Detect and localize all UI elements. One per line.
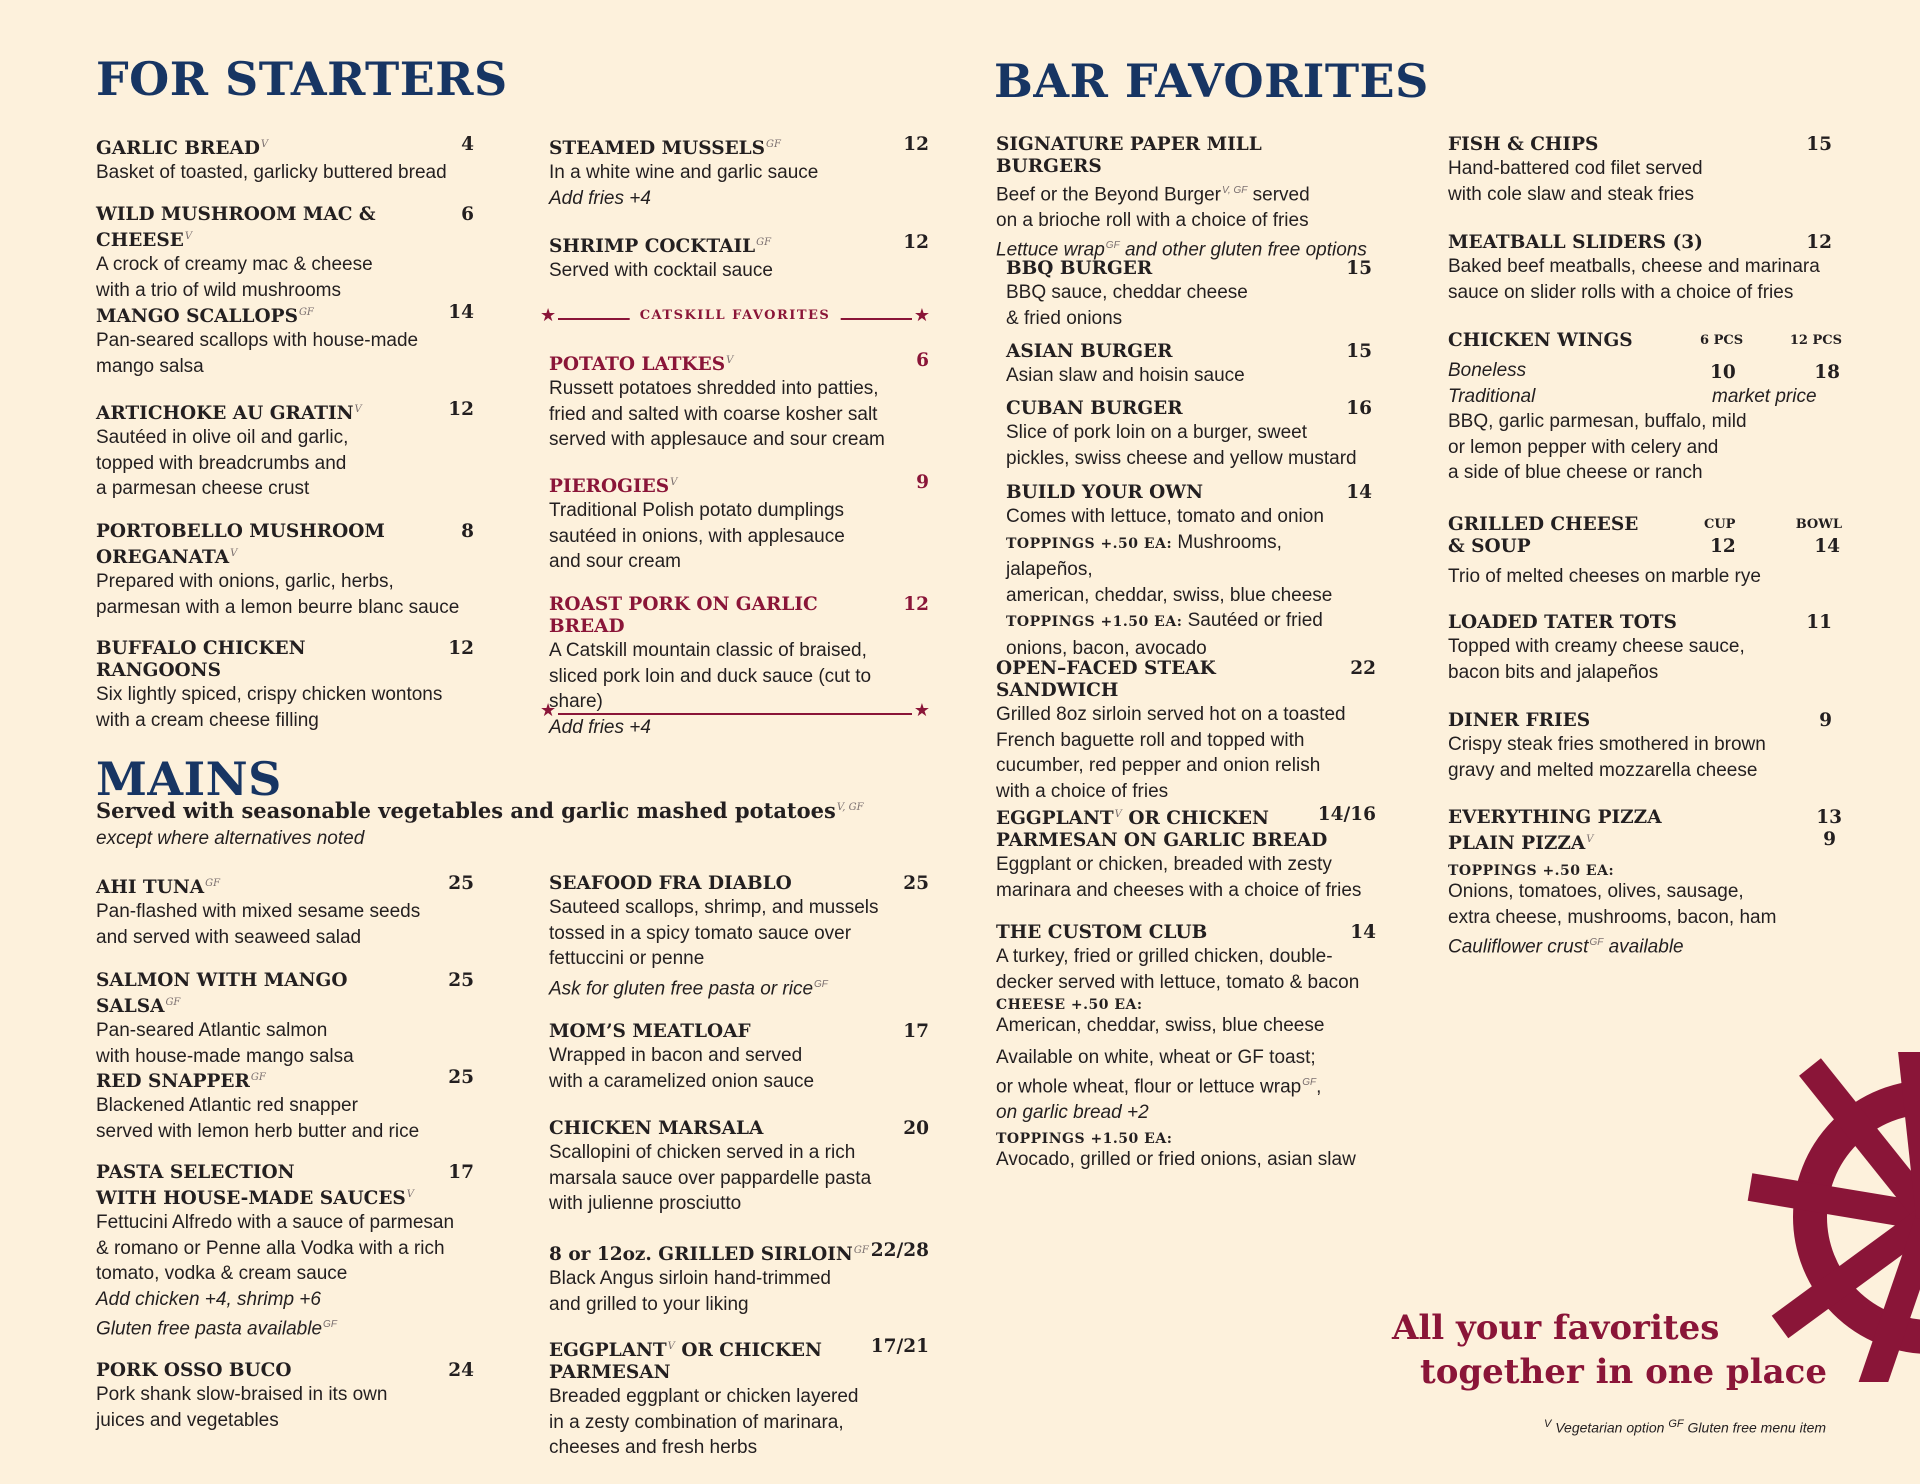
cheese-text: American, cheddar, swiss, blue cheese [996,1015,1325,1036]
price: 14 [1814,536,1840,557]
item-description: Slice of pork loin on a burger, sweet [1006,422,1308,443]
menu-item-roast-pork-on-garlic-bread [549,594,929,740]
price: 17/21 [870,1336,929,1357]
price: 10 [1710,362,1736,383]
item-description: and sour cream [549,551,682,573]
price: 17 [903,1021,929,1042]
item-description: Scallopini of chicken served in a rich [549,1142,856,1163]
menu-item-mango-scallops [96,302,474,379]
wings-traditional: Traditional market price [1448,385,1817,407]
availability-line: or whole wheat, flour or lettuce wrap$^{GF}$, [996,1076,1322,1098]
price: 25 [448,970,474,991]
price: 12 [448,399,474,420]
menu-item-shrimp-cocktail [549,232,929,284]
item-name: SHRIMP $COCKTAIL^{GF}$ 12 [549,232,929,258]
price: 18 [1814,362,1840,383]
grilled-cheese-soup [1448,514,1842,590]
item-name: DINER FRIES 9 [1448,710,1832,731]
item-name: CHICKEN MARSALA 20 [549,1118,929,1139]
item-note: Ask for gluten free pasta or rice$^{GF}$ [549,977,828,999]
item-name: STEAMED $MUSSELS^{GF}$ 12 [549,134,929,160]
burgers-line1: Beef or the Beyond Burger$^{V, GF}$ served [996,184,1310,206]
item-name: ROAST PORK ON GARLIC BREAD 12 [549,594,929,637]
item-description: extra cheese, mushrooms, bacon, ham [1448,906,1777,928]
catskill-label: CATSKILL FAVORITES [630,308,841,323]
item-name: PASTA SELECTION 17 [96,1162,474,1183]
item-name-2: PARMESAN ON GARLIC BREAD [996,830,1328,852]
ships-wheel-icon [1740,1052,1920,1382]
item-description: a parmesan cheese crust [96,478,310,500]
item-description: decker served with lettuce, tomato & bacon [996,971,1360,993]
item-name: SEAFOOD FRA DIABLO 25 [549,873,929,894]
item-name: GARLIC $BREAD^V$ 4 [96,134,474,160]
price: 8 [461,521,474,542]
item-name: 8 or 12oz. GRILLED $SIRLOIN^{GF}$ 22/28 [549,1240,929,1266]
item-description: gravy and melted mozzarella cheese [1448,759,1758,781]
item-name: MEATBALL SLIDERS (3) 12 [1448,232,1832,253]
item-note: Add chicken +4, shrimp +6 [96,1288,321,1310]
menu-item-salmon-with-mango-salsa [96,970,474,1069]
item-description: Sautéed in olive oil and garlic, [96,427,349,449]
item-name: ARTICHOKE AU $GRATIN^V$ 12 [96,399,474,425]
item-description: sautéed in onions, with applesauce [549,525,845,547]
item-description: served with applesauce and sour cream [549,429,885,451]
item-name: SALMON WITH MANGO $SALSA^{GF}$ 25 [96,970,474,1018]
item-description: parmesan with a lemon beurre blanc sauce [96,596,460,618]
menu-item-wild-mushroom-mac-cheese [96,204,474,303]
item-description: bacon bits and jalapeños [1448,661,1659,683]
item-description: topped with breadcrumbs and [96,452,347,474]
toppings-line: TOPPINGS +1.50 EA: Sautéed or fried [1006,610,1323,631]
item-name: WILD MUSHROOM MAC & $CHEESE^V$ 6 [96,204,474,252]
menu-item-seafood-fra-diablo [549,873,929,1001]
item-description: with julienne prosciutto [549,1193,742,1214]
star-icon: ★ [913,305,930,325]
item-note: Add fries +4 [549,716,651,738]
menu-item-steamed-mussels [549,134,929,211]
price: 15 [1346,258,1372,279]
menu-item-potato-latkes [549,350,929,453]
item-description: Russett potatoes shredded into patties, [549,378,879,400]
item-description: with house-made mango salsa [96,1045,354,1067]
menu-item-chicken-marsala [549,1118,929,1217]
item-description: marinara and cheeses with a choice of fries [996,879,1362,901]
menu-item-open-faced-steak-sandwich [996,658,1376,804]
menu-item-mom-s-meatloaf [549,1021,929,1094]
menu-item-8-or-12oz-grilled-sirloin [549,1240,929,1317]
item-description: Pan-flashed with mixed sesame seeds [96,901,421,923]
price: 9 [916,472,929,493]
item-description: served with lemon herb butter and rice [96,1120,420,1142]
item-description: Crispy steak fries smothered in brown [1448,734,1766,755]
price: 12 [903,134,929,155]
item-description: A Catskill mountain classic of braised, [549,640,867,661]
toppings-line: onions, bacon, avocado [1006,637,1207,659]
price: 22/28 [870,1240,929,1261]
pizza-italic: Cauliflower crust$^{GF}$ available [1448,936,1684,958]
item-name: BBQ BURGER 15 [1006,258,1372,279]
price: 9 [1819,710,1832,731]
item-description: Pork shank slow-braised in its own [96,1384,388,1405]
item-description: Basket of toasted, garlicky buttered bread [96,162,447,184]
item-name: BUILD YOUR OWN 14 [1006,482,1372,503]
price: 12 [448,638,474,659]
item-name: ASIAN BURGER 15 [1006,341,1372,362]
item-name-2: PARMESAN [549,1362,671,1384]
price: 22 [1350,658,1376,679]
price: 25 [448,873,474,894]
price: 11 [1806,612,1832,633]
catskill-divider [540,305,930,328]
menu-item-fish-chips [1448,134,1832,207]
item-name: BUFFALO CHICKEN RANGOONS 12 [96,638,474,681]
item-name: MANGO $SCALLOPS^{GF}$ 14 [96,302,474,328]
availability-line: Available on white, wheat or GF toast; [996,1046,1316,1068]
item-name: LOADED TATER TOTS 11 [1448,612,1832,633]
price: 16 [1346,398,1372,419]
col-header: 12 PCS [1789,333,1842,348]
legend: $^V$ Vegetarian option $^{GF}$ Gluten free menu item [1544,1418,1827,1436]
item-description: sauce on slider rolls with a choice of fries [1448,281,1794,303]
item-description: Fettucini Alfredo with a sauce of parmesan [96,1212,455,1234]
price: 12 [1710,536,1736,557]
price: 6 [461,204,474,225]
item-description: with a trio of wild mushrooms [96,279,341,301]
item-name: GRILLED CHEESE [1448,514,1639,535]
burgers-name: SIGNATURE PAPER MILL BURGERS [996,134,1262,177]
item-name: OPEN–FACED STEAK SANDWICH 22 [996,658,1376,701]
item-description: Pan-seared Atlantic salmon [96,1020,328,1042]
item-description: Trio of melted cheeses on marble rye [1448,566,1761,587]
item-description: pickles, swiss cheese and yellow mustard [1006,447,1357,469]
item-description: BBQ sauce, cheddar cheese [1006,282,1248,303]
item-name: EVERYTHING PIZZA 13 [1448,807,1842,828]
item-name-2: PLAIN $PIZZA^V$ 9 [1448,829,1836,855]
item-name: $PIEROGIES^V$ 9 [549,472,929,498]
item-description: Prepared with onions, garlic, herbs, [96,571,394,593]
item-name: PORTOBELLO MUSHROOM 8 [96,521,474,542]
col-header: 6 PCS [1700,333,1744,348]
price: 24 [448,1360,474,1381]
menu-item-ahi-tuna [96,873,474,950]
item-name-2: $OREGANATA^V$ [96,547,238,569]
price: 12 [903,594,929,615]
item-description: juices and vegetables [96,1409,279,1431]
star-icon: ★ [540,305,557,325]
item-description: Served with cocktail sauce [549,260,773,282]
item-description: with a cream cheese filling [96,709,319,731]
price: 14 [448,302,474,323]
menu-item-build-your-own [1006,482,1372,661]
item-description: fettuccini or penne [549,948,705,969]
menu-item-red-snapper [96,1067,474,1144]
item-description: and grilled to your liking [549,1293,749,1315]
item-description: with cole slaw and steak fries [1448,183,1695,205]
starters-title: FOR STARTERS [96,52,508,106]
menu-item-asian-burger [1006,341,1372,389]
item-description: Pan-seared scallops with house-made [96,330,419,352]
item-name: $EGGPLANT^V$ OR CHICKEN 17/21 [549,1336,929,1362]
item-name: $EGGPLANT^V$ OR CHICKEN 14/16 [996,804,1376,830]
item-description: cucumber, red pepper and onion relish [996,755,1321,776]
item-name: THE CUSTOM CLUB 14 [996,922,1376,943]
item-description: Traditional Polish potato dumplings [549,500,845,522]
item-description: Hand-battered cod filet served [1448,158,1703,179]
price: 6 [916,350,929,371]
item-description: with a caramelized onion sauce [549,1070,815,1092]
item-name-2: WITH HOUSE-MADE $SAUCES^V$ [96,1188,415,1210]
col-header: CUP [1704,517,1736,532]
menu-item-pork-osso-buco [96,1360,474,1433]
item-description: and served with seaweed salad [96,926,362,948]
menu-item-garlic-bread [96,134,474,186]
item-description: In a white wine and garlic sauce [549,162,819,184]
item-description: tomato, vodka & cream sauce [96,1263,348,1285]
item-description: Six lightly spiced, crispy chicken wontons [96,684,443,705]
item-description: & romano or Penne alla Vodka with a rich [96,1237,445,1259]
star-icon: ★ [540,700,557,720]
item-description: Sauteed scallops, shrimp, and mussels [549,897,879,918]
availability-line: on garlic bread +2 [996,1101,1149,1123]
wings-boneless: Boneless [1448,360,1527,381]
col-header: BOWL [1795,517,1842,532]
mains-title: MAINS [96,752,282,806]
price: 25 [903,873,929,894]
item-description: Breaded eggplant or chicken layered [549,1386,859,1408]
menu-item-bbq-burger [1006,258,1372,331]
item-description: fried and salted with coarse kosher salt [549,403,878,425]
mains-note: except where alternatives noted [96,828,365,849]
item-name: MOM’S MEATLOAF 17 [549,1021,929,1042]
price: 14/16 [1317,804,1376,825]
toppings-text: Avocado, grilled or fried onions, asian slaw [996,1149,1356,1171]
price: 15 [1806,134,1832,155]
item-name: CUBAN BURGER 16 [1006,398,1372,419]
star-icon: ★ [913,700,930,720]
item-description: tossed in a spicy tomato sauce over [549,922,852,944]
menu-item-the-custom-club [996,922,1376,1173]
item-name-2: & SOUP [1448,536,1531,557]
item-note: Gluten free pasta available$^{GF}$ [96,1318,337,1340]
menu-item-artichoke-au-gratin [96,399,474,502]
pizza [1448,807,1842,960]
price: 15 [1346,341,1372,362]
item-description: sliced pork loin and duck sauce (cut to share) [549,665,872,712]
toppings-line: american, cheddar, swiss, blue cheese [1006,584,1333,606]
item-description: A crock of creamy mac & cheese [96,254,373,276]
item-description: A turkey, fried or grilled chicken, double- [996,946,1333,967]
menu-item-eggplant-or-chicken-parmesan [549,1336,929,1461]
chicken-wings [1448,330,1842,486]
item-description: Asian slaw and hoisin sauce [1006,365,1245,386]
item-name: PORK OSSO BUCO 24 [96,1360,474,1381]
tagline-line2: together in one place [1420,1352,1827,1392]
item-name: RED $SNAPPER^{GF}$ 25 [96,1067,474,1093]
item-description: Eggplant or chicken, breaded with zesty [996,854,1332,876]
menu-item-loaded-tater-tots [1448,612,1832,685]
burgers-italic: Lettuce wrap$^{GF}$ and other gluten free options [996,239,1367,261]
toppings-label: TOPPINGS +1.50 EA: [996,1131,1173,1148]
item-description: & fried onions [1006,307,1123,329]
item-description: Baked beef meatballs, cheese and marinara [1448,256,1820,277]
item-description: mango salsa [96,355,204,377]
item-description: cheeses and fresh herbs [549,1437,758,1459]
price: 25 [448,1067,474,1088]
burgers-block [996,134,1376,263]
menu-item-meatball-sliders-3 [1448,232,1832,305]
item-description: Black Angus sirloin hand-trimmed [549,1268,831,1290]
item-description: Comes with lettuce, tomato and onion [1006,506,1324,527]
item-name: POTATO $LATKES^V$ 6 [549,350,929,376]
menu-item-buffalo-chicken-rangoons [96,638,474,733]
item-description: Grilled 8oz sirloin served hot on a toasted [996,704,1346,725]
burgers-line2: on a brioche roll with a choice of fries [996,209,1309,231]
price: 14 [1350,922,1376,943]
item-name: CHICKEN WINGS [1448,330,1633,351]
cheese-label: CHEESE +.50 EA: [996,997,1143,1013]
item-description: BBQ, garlic parmesan, buffalo, mild or lemon pepper with celery and a side of blue cheese or ranch [1448,411,1747,483]
price: 12 [1806,232,1832,253]
item-description: Blackened Atlantic red snapper [96,1095,358,1117]
price: 4 [461,134,474,155]
toppings-line: TOPPINGS +.50 EA: Mushrooms, jalapeños, [1006,531,1282,580]
item-description: with a choice of fries [996,780,1169,802]
menu-item-pasta-selection-with-house-made-sauces [96,1162,474,1342]
menu-item-portobello-mushroom-oreganata [96,521,474,620]
item-description: Topped with creamy cheese sauce, [1448,636,1745,657]
item-note: Add fries +4 [549,187,651,209]
price: 12 [903,232,929,253]
menu-item-eggplant-or-chicken-parmesan-on-garlic-bread [996,804,1376,903]
toppings-label: TOPPINGS +.50 EA: [1448,863,1615,880]
mains-subtitle: Served with seasonable vegetables and garlic mashed potatoes$^{V, GF}$ [96,798,864,823]
menu-item-diner-fries [1448,710,1832,783]
bar-title: BAR FAVORITES [994,54,1429,108]
price: 14 [1346,482,1372,503]
item-description: Onions, tomatoes, olives, sausage, [1448,881,1744,903]
item-description: in a zesty combination of marinara, [549,1411,844,1433]
menu-item-cuban-burger [1006,398,1372,471]
item-name: FISH & CHIPS 15 [1448,134,1832,155]
price: 20 [903,1118,929,1139]
item-description: French baguette roll and topped with [996,729,1305,751]
item-name: AHI $TUNA^{GF}$ 25 [96,873,474,899]
item-description: marsala sauce over pappardelle pasta [549,1167,872,1189]
menu-item-pierogies [549,472,929,575]
item-description: Wrapped in bacon and served [549,1045,803,1066]
tagline-line1: All your favorites [1392,1308,1720,1348]
price: 17 [448,1162,474,1183]
